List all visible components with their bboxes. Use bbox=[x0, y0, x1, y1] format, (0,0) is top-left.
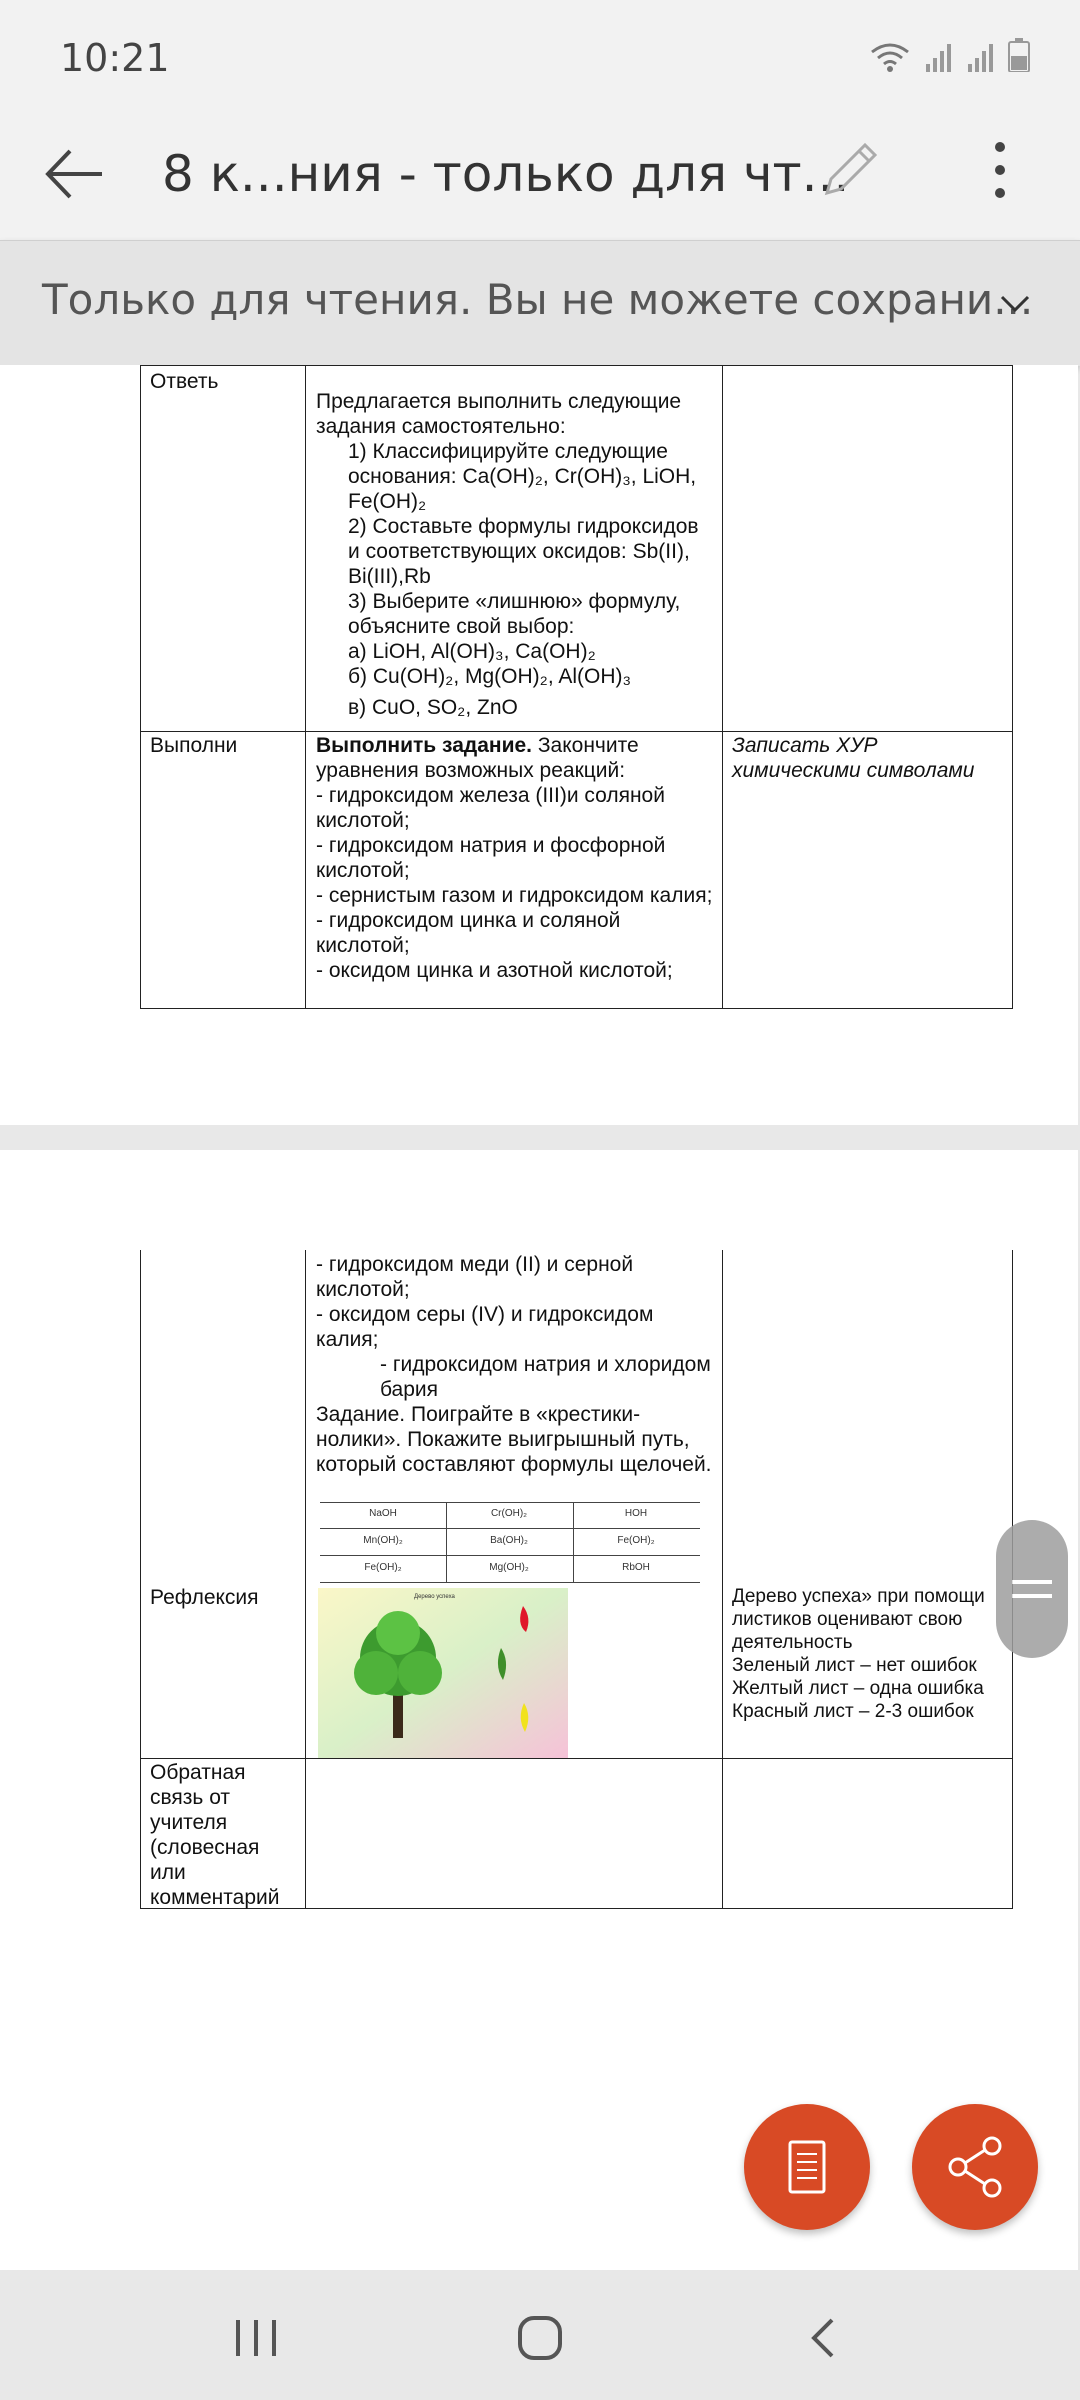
back-arrow-icon[interactable] bbox=[40, 139, 110, 209]
reflection-text: Дерево успеха» при помощи листиков оценивают свою деятельность bbox=[732, 1586, 985, 1653]
read-only-banner[interactable] bbox=[0, 240, 1080, 366]
more-options-icon[interactable] bbox=[975, 135, 1025, 205]
reflection-notes bbox=[732, 1585, 1002, 1723]
yellow-leaf-text: Желтый лист – одна ошибка bbox=[732, 1678, 984, 1699]
game-cell: Fe(OH)₂ bbox=[617, 1535, 655, 1546]
signal-icon-2 bbox=[966, 42, 994, 72]
reactions-block bbox=[316, 733, 716, 983]
reaction-3: - сернистым газом и гидроксидом калия; bbox=[316, 884, 713, 907]
document-title: 8 к...ния - только для чт... bbox=[162, 145, 850, 203]
game-cell: Mn(OH)₂ bbox=[363, 1535, 403, 1546]
stage-do: Выполни bbox=[150, 734, 238, 757]
share-icon bbox=[912, 2104, 1038, 2230]
back-nav-icon[interactable] bbox=[796, 2314, 852, 2362]
app-bar bbox=[0, 115, 1080, 240]
task-2: 2) Составьте формулы гидроксидов и соответствующих оксидов: Sb(II), Bi(III),Rb bbox=[348, 515, 699, 588]
recent-apps-icon[interactable] bbox=[228, 2314, 284, 2362]
document-page-2 bbox=[0, 1150, 1078, 2270]
success-tree-image bbox=[318, 1588, 568, 1758]
game-cell: HOH bbox=[624, 1508, 648, 1519]
reaction-2: - гидроксидом натрия и фосфорной кислотой; bbox=[316, 834, 666, 882]
game-cell: Ba(OH)₂ bbox=[490, 1535, 528, 1546]
reactions-continued bbox=[316, 1252, 716, 1477]
reactions-heading: Выполнить задание. Закончите уравнения возможных реакций: bbox=[316, 734, 639, 782]
task-3b: б) Cu(OH)₂, Mg(OH)₂, Al(OH)₃ bbox=[348, 665, 632, 688]
battery-icon bbox=[1008, 38, 1030, 72]
system-nav-bar bbox=[0, 2272, 1080, 2400]
game-cell: Fe(OH)₂ bbox=[364, 1562, 402, 1573]
game-cell: NaOH bbox=[369, 1508, 397, 1519]
tree-caption: Дерево успеха bbox=[414, 1594, 455, 1600]
wifi-icon bbox=[870, 42, 910, 72]
task-3a: а) LiOH, Al(OH)₃, Ca(OH)₂ bbox=[348, 640, 596, 663]
scroll-handle[interactable] bbox=[996, 1520, 1068, 1658]
share-button[interactable] bbox=[912, 2104, 1038, 2230]
stage-answer: Ответь bbox=[150, 370, 219, 393]
intro-text: Предлагается выполнить следующие задания самостоятельно: bbox=[316, 390, 682, 438]
red-leaf-text: Красный лист – 2-3 ошибок bbox=[732, 1701, 974, 1722]
document-view-icon bbox=[744, 2104, 870, 2230]
home-icon[interactable] bbox=[512, 2314, 568, 2362]
task-3: 3) Выберите «лишнюю» формулу, объясните свой выбор: bbox=[348, 590, 681, 638]
reading-mode-button[interactable] bbox=[744, 2104, 870, 2230]
game-cell: Cr(OH)₂ bbox=[490, 1508, 528, 1519]
system-icons bbox=[870, 38, 1030, 72]
reactions-note: Записать ХУР химическими символами bbox=[732, 734, 975, 782]
status-bar bbox=[0, 0, 1080, 115]
status-time: 10:21 bbox=[60, 36, 170, 80]
edit-pencil-icon[interactable] bbox=[815, 135, 885, 205]
tic-tac-toe-table bbox=[320, 1502, 700, 1582]
game-task: Задание. Поиграйте в «крестики-нолики». Покажите выигрышный путь, который составляют формулы щелочей. bbox=[316, 1403, 712, 1476]
task-block bbox=[316, 389, 716, 720]
chevron-down-icon[interactable] bbox=[990, 279, 1040, 329]
drag-handle-icon bbox=[996, 1520, 1068, 1658]
task-1-bases: Ca(OH)₂, Cr(OH)₃, LiOH, Fe(OH)₂ bbox=[348, 465, 697, 513]
reaction-1: - гидроксидом железа (III)и соляной кислотой; bbox=[316, 784, 665, 832]
signal-icon bbox=[924, 42, 952, 72]
reaction-6: - гидроксидом меди (II) и серной кислотой; bbox=[316, 1253, 634, 1301]
task-3c: в) CuO, SO₂, ZnO bbox=[348, 696, 518, 719]
green-leaf-text: Зеленый лист – нет ошибок bbox=[732, 1655, 977, 1676]
stage-reflection: Рефлексия bbox=[150, 1586, 259, 1609]
read-only-banner-text: Только для чтения. Вы не можете сохрани... bbox=[42, 275, 1034, 324]
reaction-4: - гидроксидом цинка и соляной кислотой; bbox=[316, 909, 621, 957]
game-cell: RbOH bbox=[622, 1562, 650, 1573]
reaction-7: - оксидом серы (IV) и гидроксидом калия; bbox=[316, 1303, 654, 1351]
document-page-1 bbox=[0, 365, 1078, 1125]
stage-feedback: Обратная связь от учителя (словесная или комментарий bbox=[150, 1761, 280, 1909]
task-1: 1) Классифицируйте следующие основания: Ca(OH)₂, Cr(OH)₃, LiOH, Fe(OH)₂ bbox=[348, 440, 697, 513]
reaction-8: - гидроксидом натрия и хлоридом бария bbox=[380, 1353, 711, 1401]
reaction-5: - оксидом цинка и азотной кислотой; bbox=[316, 959, 673, 982]
game-cell: Mg(OH)₂ bbox=[489, 1562, 529, 1573]
